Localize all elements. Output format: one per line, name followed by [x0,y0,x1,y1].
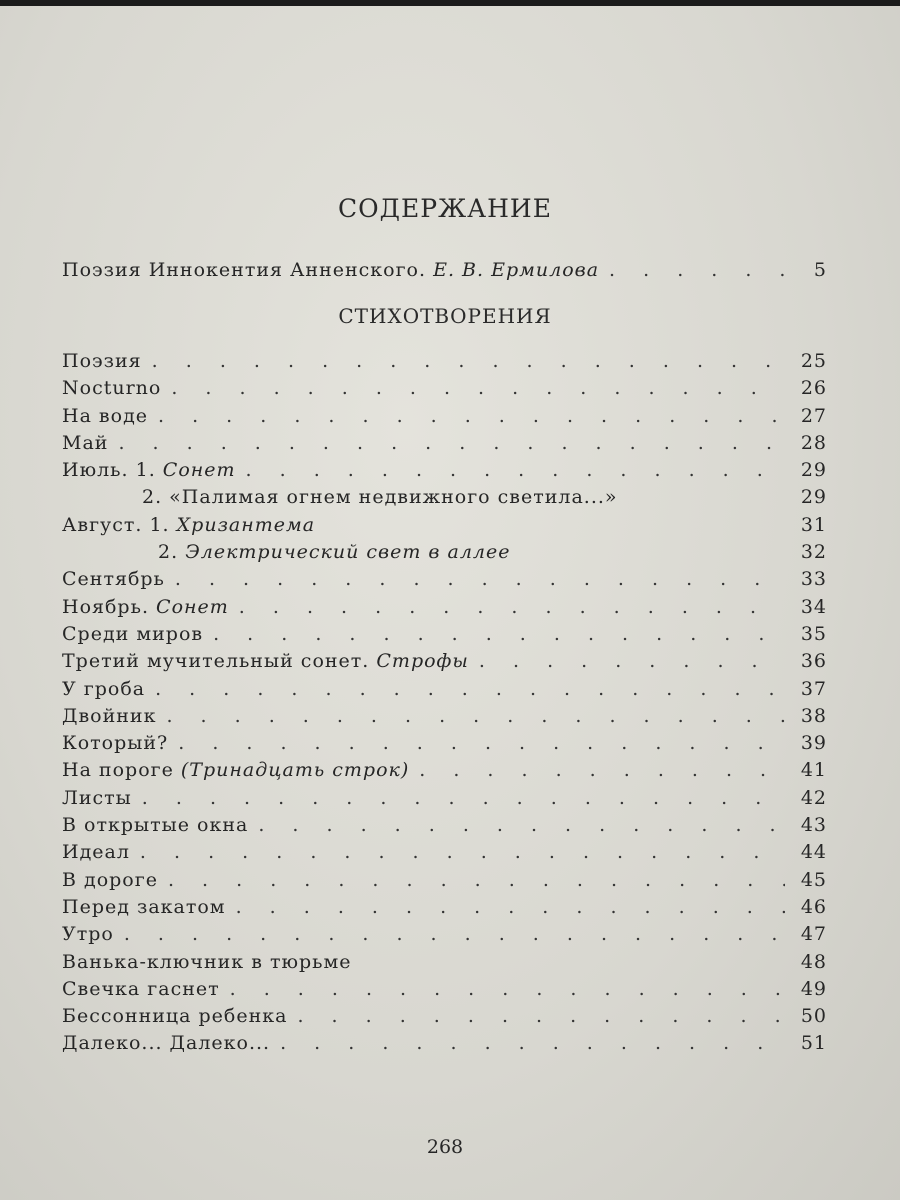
entry-text: Утро [62,923,114,946]
entry-title [62,785,132,812]
toc-row [62,257,827,284]
entry-text: В дороге [62,868,158,891]
toc-row [62,839,827,866]
entry-title [62,512,315,539]
entry-title [62,621,203,648]
toc-row [62,648,827,675]
intro-title: Поэзия Иннокентия Анненского. [62,259,427,281]
entry-title [62,594,229,621]
leader-dots [142,785,785,812]
page-number: 35 [800,622,827,645]
page-number: 44 [800,841,827,864]
toc-row [62,430,827,457]
entry-title [62,676,145,703]
leader-dots [239,594,785,621]
toc-row [62,921,827,948]
entry-text: 2. [158,541,179,564]
entry-italic: Хризантема [176,513,316,536]
page-number: 45 [800,868,827,891]
toc-row [62,484,827,511]
book-page [0,6,900,1200]
entry-title [62,757,409,784]
entry-text: Nocturno [62,377,162,400]
toc-row [62,1030,827,1057]
entry-title [142,484,618,511]
page-number: 5 [813,259,827,281]
leader-dots [158,403,785,430]
leader-dots [152,348,785,375]
entry-text: Бессонница ребенка [62,1005,288,1028]
entry-title [62,457,236,484]
leader-dots [175,566,785,593]
entry-title [62,375,161,402]
entry-italic: Электрический свет в аллее [185,541,511,564]
entry-text: 2. «Палимая огнем недвижного светила...» [142,486,618,509]
entry-italic: Сонет [156,595,229,618]
entry-title [62,867,158,894]
entry-italic: Сонет [162,459,236,482]
entry-text: Сентябрь [62,568,165,591]
page-number: 43 [800,814,827,837]
toc-row [62,539,827,566]
toc-row [62,566,827,593]
entry-title [62,976,220,1003]
entry-title [62,703,156,730]
entry-text: Двойник [62,704,157,727]
toc-row [62,594,827,621]
entry-title [62,566,165,593]
leader-dots [246,457,785,484]
toc-list [62,348,827,1058]
entry-text: Третий мучительный сонет. [62,650,370,673]
entry-text: Который? [62,732,169,755]
page-number: 41 [800,759,827,782]
entry-text: На пороге [62,759,174,782]
page-number: 28 [800,431,827,454]
leader-dots [178,730,785,757]
leader-dots [236,894,785,921]
entry-text: Ноябрь. [62,595,149,618]
page-number: 51 [800,1032,827,1055]
leader-dots [166,703,785,730]
page-number: 27 [800,404,827,427]
toc-row [62,676,827,703]
leader-dots [168,867,785,894]
toc-row [62,457,827,484]
entry-text: Поэзия [62,350,142,372]
toc-row [62,375,827,402]
entry-text: У гроба [62,677,146,700]
entry-title [62,921,114,948]
page-number: 25 [800,350,827,372]
leader-dots [258,812,785,839]
leader-dots [280,1030,785,1057]
toc-row [62,730,827,757]
entry-text: Далеко... Далеко... [62,1032,271,1055]
leader-dots [118,430,785,457]
leader-dots [140,839,785,866]
entry-text: Май [62,431,109,454]
intro-entry [62,257,827,284]
leader-dots [419,757,785,784]
entry-italic: Строфы [376,650,469,673]
entry-text: Среди миров [62,622,204,645]
entry-title [62,348,142,375]
entry-title [62,257,599,284]
entry-italic: (Тринадцать строк) [180,759,410,782]
entry-title [62,894,226,921]
entry-title [62,648,469,675]
entry-title [62,1003,287,1030]
page-number: 29 [800,459,827,482]
entry-title [158,539,511,566]
entry-title [62,812,248,839]
entry-title [62,430,108,457]
page-footer-number: 268 [426,1136,464,1158]
toc-row [62,785,827,812]
page-number: 34 [800,595,827,618]
toc-row [62,1003,827,1030]
intro-author: Е. В. Ермилова [433,259,600,281]
leader-dots [230,976,785,1003]
entry-title [62,1030,270,1057]
entry-text: Перед закатом [62,895,226,918]
toc-row [62,894,827,921]
page-number: 36 [800,650,827,673]
leader-dots [124,921,785,948]
leader-dots [297,1003,785,1030]
toc-row [62,976,827,1003]
leader-dots [479,648,785,675]
entry-title [62,949,352,976]
toc-row [62,348,827,375]
page-number: 33 [800,568,827,591]
page-number: 46 [800,895,827,918]
toc-row [62,512,827,539]
toc-row [62,867,827,894]
toc-row [62,621,827,648]
toc-row [62,403,827,430]
page-number: 37 [800,677,827,700]
entry-text: Июль. 1. [62,459,156,482]
leader-dots [155,676,785,703]
page-number: 42 [800,786,827,809]
section-title: СТИХОТВОРЕНИЯ [338,304,552,328]
toc-row [62,949,827,976]
leader-dots [609,257,785,284]
leader-dots [213,621,785,648]
leader-dots [171,375,785,402]
page-number: 47 [800,923,827,946]
entry-text: Август. 1. [62,513,170,536]
toc-row [62,703,827,730]
entry-text: Ванька-ключник в тюрьме [62,950,352,973]
entry-text: Идеал [62,841,130,864]
entry-title [62,839,130,866]
toc-row [62,812,827,839]
page-number: 26 [800,377,827,400]
entry-text: В открытые окна [62,814,249,837]
toc-row [62,757,827,784]
page-number: 32 [800,541,827,564]
entry-title [62,730,168,757]
entry-text: Листы [62,786,132,809]
page-number: 50 [800,1005,827,1028]
entry-text: Свечка гаснет [62,977,220,1000]
page-number: 38 [800,704,827,727]
entry-text: На воде [62,404,149,427]
page-number: 29 [800,486,827,509]
page-title: СОДЕРЖАНИЕ [338,194,552,223]
page-number: 31 [800,513,827,536]
entry-title [62,403,148,430]
page-number: 49 [800,977,827,1000]
page-number: 39 [800,732,827,755]
page-number: 48 [800,950,827,973]
